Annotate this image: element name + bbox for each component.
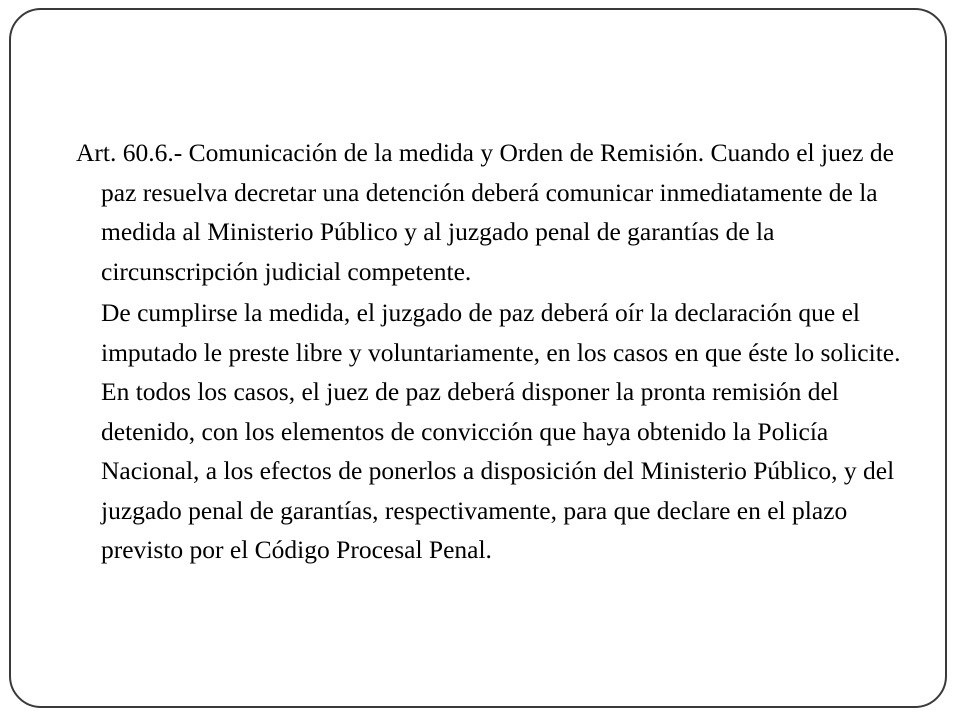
- slide-content: [76, 133, 921, 570]
- paragraph-body: De cumplirse la medida, el juzgado de paz deberá oír la declaración que el imputado le preste libre y voluntariamente, en los casos en que éste lo solicite. En todos los casos, el juez de paz deberá disponer la pronta remisión del detenido, con los elementos de convicción que haya obtenido la Policía Nacional, a los efectos de ponerlos a disposición del Ministerio Público, y del juzgado penal de garantías, respectivamente, para que declare en el plazo previsto por el Código Procesal Penal.: [101, 298, 901, 564]
- slide-frame: [9, 8, 947, 708]
- paragraph-article-heading: Art. 60.6.- Comunicación de la medida y Orden de Remisión. Cuando el juez de paz resuelva decretar una detención deberá comunicar inmediatamente de la medida al Ministerio Público y al juzgado penal de garantías de la circunscripción judicial competente.: [76, 138, 894, 286]
